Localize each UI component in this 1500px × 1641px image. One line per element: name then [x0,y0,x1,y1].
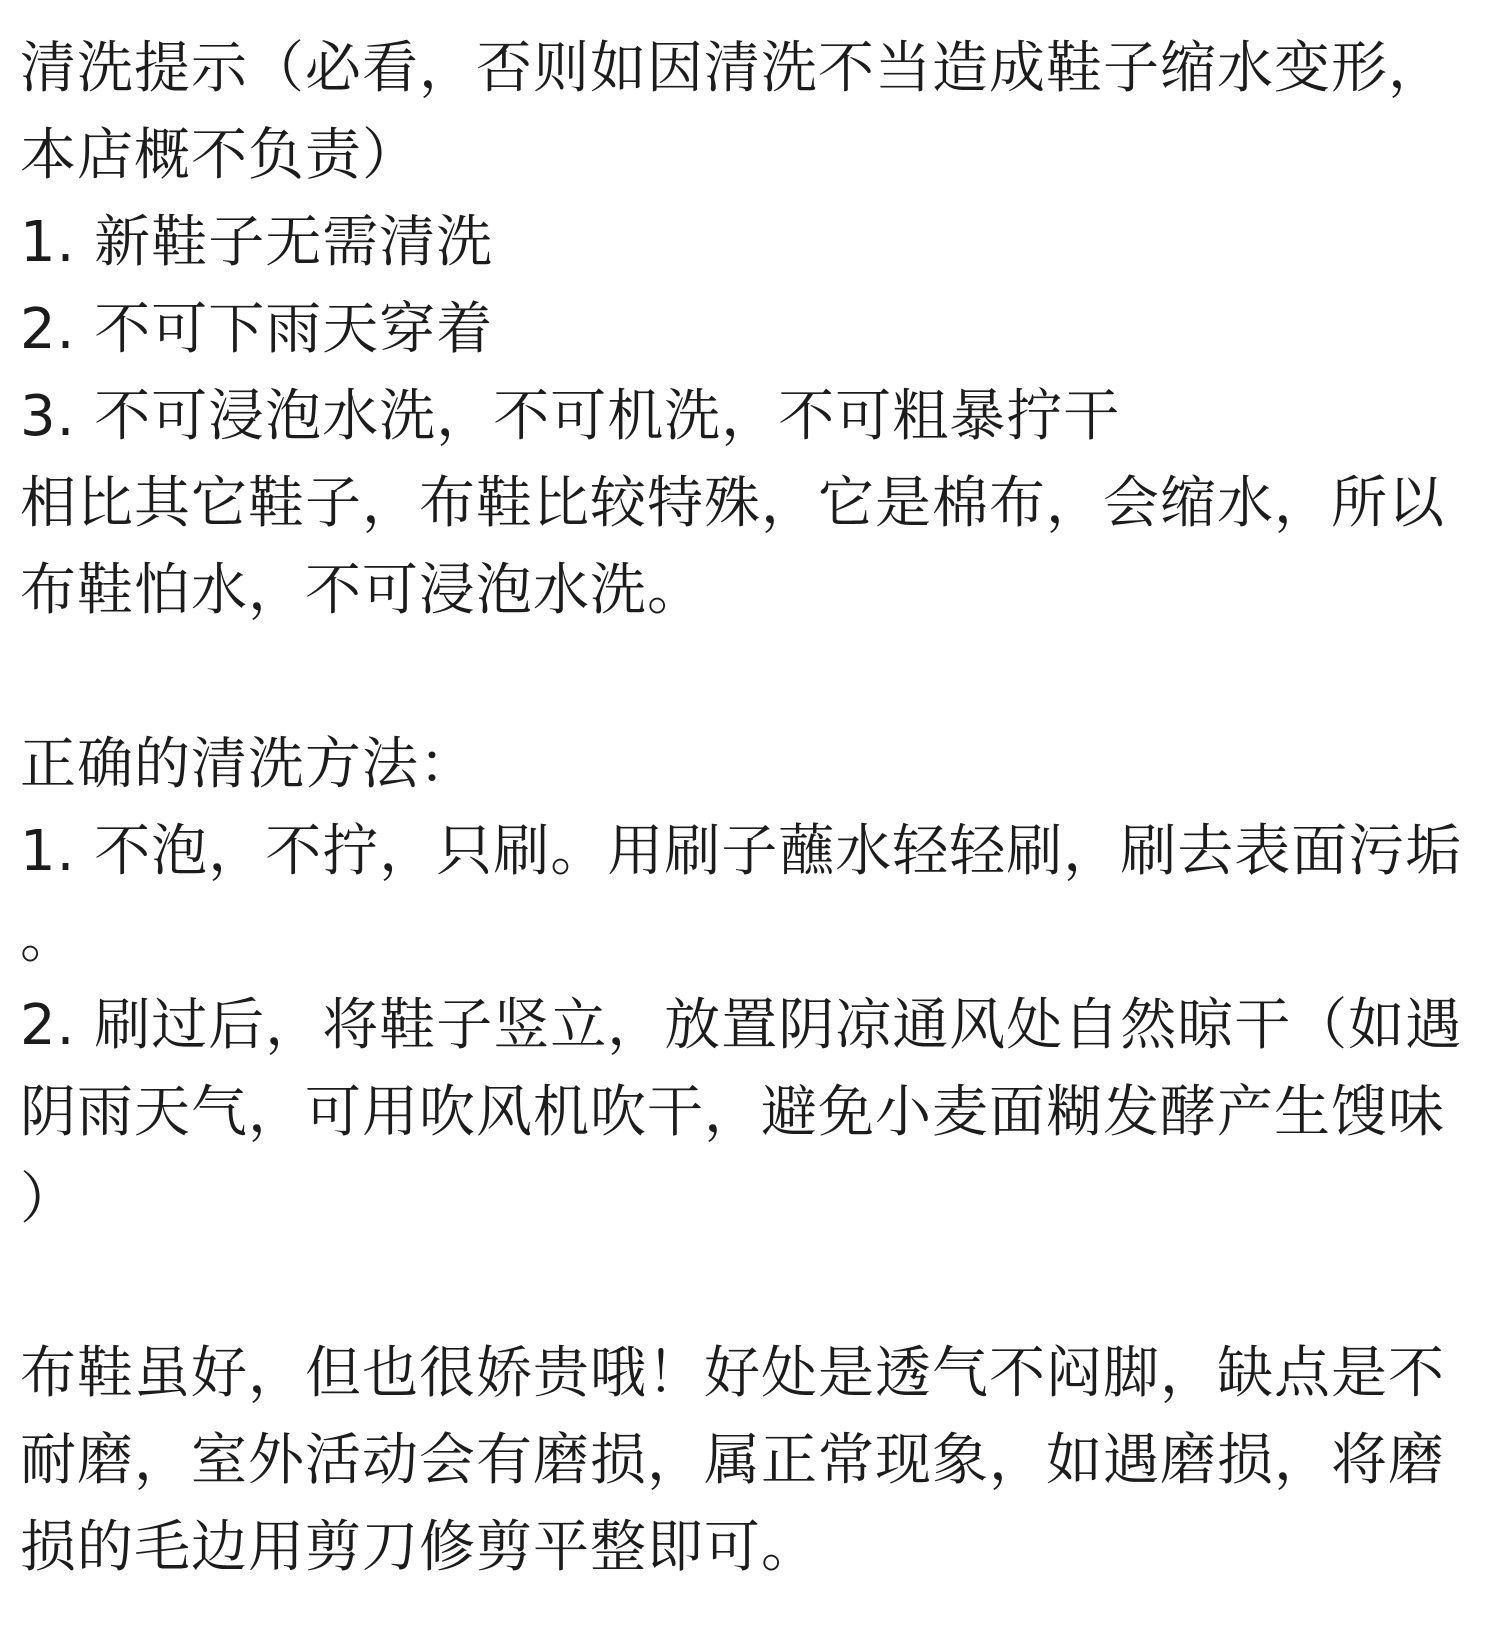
method-step-1-line-1: 1. 不泡，不拧，只刷。用刷子蘸水轻轻刷，刷去表面污垢 [20,819,1463,884]
notice-item-2: 2. 不可下雨天穿着 [20,297,494,362]
paragraph-gap [20,634,1480,721]
closing-line-3: 损的毛边用剪刀修剪平整即可。 [20,1515,818,1580]
paragraph-gap [20,1243,1480,1330]
method-step-2-line-1: 2. 刷过后，将鞋子竖立，放置阴凉通风处自然晾干（如遇 [20,993,1463,1058]
notice-item-1: 1. 新鞋子无需清洗 [20,210,494,275]
method-heading: 正确的清洗方法： [20,732,476,797]
explanation-line-2: 布鞋怕水，不可浸泡水洗。 [20,558,704,623]
method-step-2-line-3: ） [20,1167,77,1232]
method-step-2-line-2: 阴雨天气，可用吹风机吹干，避免小麦面糊发酵产生馊味 [20,1080,1445,1145]
closing-line-2: 耐磨，室外活动会有磨损，属正常现象，如遇磨损，将磨 [20,1428,1445,1493]
closing-line-1: 布鞋虽好，但也很娇贵哦！好处是透气不闷脚，缺点是不 [20,1341,1445,1406]
document-page [0,25,1500,1641]
notice-item-3: 3. 不可浸泡水洗，不可机洗，不可粗暴拧干 [20,384,1121,449]
explanation-line-1: 相比其它鞋子，布鞋比较特殊，它是棉布，会缩水，所以 [20,471,1445,536]
method-step-1-line-2: 。 [20,906,77,971]
notice-title-line-1: 清洗提示（必看，否则如因清洗不当造成鞋子缩水变形， [20,36,1445,101]
notice-title-line-2: 本店概不负责） [20,123,419,188]
